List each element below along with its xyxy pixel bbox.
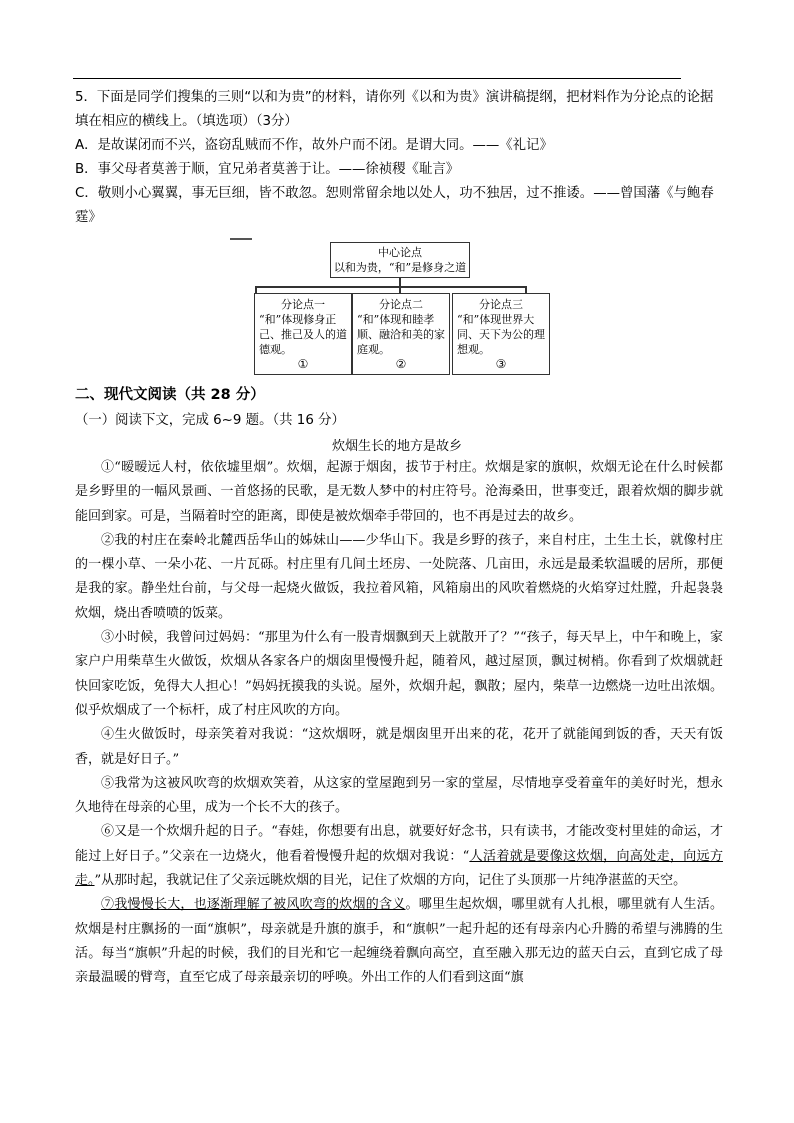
option-b: B．事父母者莫善于顺，宜兄弟者莫善于让。——徐祯稷《耻言》 bbox=[75, 162, 460, 177]
blank-number: ① bbox=[297, 357, 309, 371]
sub-argument-box-3 bbox=[452, 293, 550, 375]
option-a: A．是故谋闭而不兴，盗窃乱贼而不作，故外户而不闭。是谓大同。——《礼记》 bbox=[75, 138, 553, 153]
outline-diagram bbox=[230, 238, 552, 376]
sub-argument-text: “和”体现修身正己、推己及人的道德观。 bbox=[259, 313, 347, 356]
connector-line bbox=[255, 286, 257, 293]
sub-argument-title: 分论点三 bbox=[479, 298, 523, 311]
paragraph-6-text-end: ”从那时起，我就记住了父亲远眺炊烟的目光，记住了炊烟的方向，记住了头顶那一片纯净湛蓝的天空。 bbox=[94, 873, 687, 889]
sub-argument-text: “和”体现和睦孝顺、融洽和美的家庭观。 bbox=[357, 313, 445, 356]
essay-body bbox=[75, 456, 723, 991]
underlined-sentence: 人活着就是要像这炊烟，向高处走，向远方走。 bbox=[75, 848, 723, 889]
subsection-heading: （一）阅读下文，完成 6~9 题。（共 16 分） bbox=[75, 413, 345, 428]
connector-line bbox=[255, 286, 525, 288]
paragraph-5: ⑤我常为这被风吹弯的炊烟欢笑着，从这家的堂屋跑到另一家的堂屋，尽情地享受着童年的美好时光，想永久地待在母亲的心里，成为一个长不大的孩子。 bbox=[75, 775, 723, 816]
connector-line bbox=[399, 278, 401, 286]
section-heading: 二、现代文阅读（共 28 分） bbox=[75, 387, 265, 403]
underlined-sentence: ⑦我慢慢长大，也逐渐理解了被风吹弯的炊烟的含义 bbox=[101, 897, 406, 913]
paragraph-4: ④生火做饭时，母亲笑着对我说：“这炊烟呀，就是烟囱里开出来的花，花开了就能闻到饭的香，天天有饭香，就是好日子。” bbox=[75, 727, 723, 767]
blank-number: ② bbox=[395, 357, 407, 371]
sub-argument-text: “和”体现世界大同、天下为公的理想观。 bbox=[457, 313, 545, 356]
sub-argument-title: 分论点一 bbox=[281, 298, 325, 311]
sub-argument-title: 分论点二 bbox=[379, 298, 423, 311]
paragraph-3: ③小时候，我曾问过妈妈：“那里为什么有一股青烟飘到天上就散开了？”“孩子，每天早上，中午和晚上，家家户户用柴草生火做饭，炊烟从各家各户的烟囱里慢慢升起，随着风，越过屋顶，飘过树梢。你看到了炊烟就赶快回家吃饭，免得大人担心！”妈妈抚摸我的头说。屋外，炊烟升起，飘散；屋内，柴草一边燃烧一边吐出浓烟。似乎炊烟成了一个标杆，成了村庄风吹的方向。 bbox=[75, 630, 723, 718]
question-5 bbox=[75, 86, 723, 230]
paragraph-6 bbox=[75, 820, 723, 893]
paragraph-1: ①“暧暧远人村，依依墟里烟”。炊烟，起源于烟囱，拔节于村庄。炊烟是家的旗帜，炊烟无论在什么时候都是乡野里的一幅风景画、一首悠扬的民歌，是无数人梦中的村庄符号。沧海桑田，世事变迁，跟着炊烟的脚步就能回到家。可是，当隔着时空的距离，即使是被炊烟牵手带回的，也不再是过去的故乡。 bbox=[75, 460, 723, 524]
option-c: C．敬则小心翼翼，事无巨细，皆不敢忽。恕则常留余地以处人，功不独居，过不推诿。——曾国藩《与鲍春霆》 bbox=[75, 186, 714, 225]
essay-title: 炊烟生长的地方是故乡 bbox=[331, 439, 462, 454]
diagram-corner-mark bbox=[230, 238, 252, 240]
sub-argument-box-2 bbox=[352, 293, 450, 375]
header-rule bbox=[73, 78, 681, 79]
question-5-stem: 5．下面是同学们搜集的三则“以和为贵”的材料，请你列《以和为贵》演讲稿提纲，把材料作为分论点的论据填在相应的横线上。（填选项）（3分） bbox=[75, 90, 714, 129]
blank-number: ③ bbox=[495, 357, 507, 371]
paragraph-7-text: 。哪里生起炊烟，哪里就有人扎根，哪里就有人生活。炊烟是村庄飘扬的一面“旗帜”，母亲就是升旗的旗手，和“旗帜”一起升起的还有母亲内心升腾的希望与沸腾的生活。每当“旗帜”升起的时候，我们的目光和它一起缠绕着飘向高空，直至融入那无边的蓝天白云，直到它成了母亲最温暖的臂弯，直至它成了母亲最亲切的呼唤。外出工作的人们看到这面“旗 bbox=[75, 897, 723, 986]
sub-argument-box-1 bbox=[254, 293, 352, 375]
central-argument-box bbox=[330, 242, 470, 278]
paragraph-2: ②我的村庄在秦岭北麓西岳华山的姊妹山——少华山下。我是乡野的孩子，来自村庄，土生土长，就像村庄的一棵小草、一朵小花、一片瓦砾。村庄里有几间土坯房、一处院落、几亩田，永远是最柔软温暖的居所，那便是我的家。静坐灶台前，与父母一起烧火做饭，我拉着风箱，风箱扇出的风吹着燃烧的火焰穿过灶膛，升起袅袅炊烟，烧出香喷喷的饭菜。 bbox=[75, 532, 723, 621]
central-argument-title: 中心论点 bbox=[378, 246, 422, 259]
paragraph-7 bbox=[75, 893, 723, 990]
connector-line bbox=[525, 286, 527, 293]
paragraph-6-text: ⑥又是一个炊烟升起的日子。“春娃，你想要有出息，就要好好念书，只有读书，才能改变村里娃的命运，才能过上好日子。”父亲在一边烧火，他看着慢慢升起的炊烟对我说：“ bbox=[75, 824, 723, 864]
central-argument-text: 以和为贵，“和”是修身之道 bbox=[333, 261, 467, 274]
connector-line bbox=[399, 286, 401, 293]
